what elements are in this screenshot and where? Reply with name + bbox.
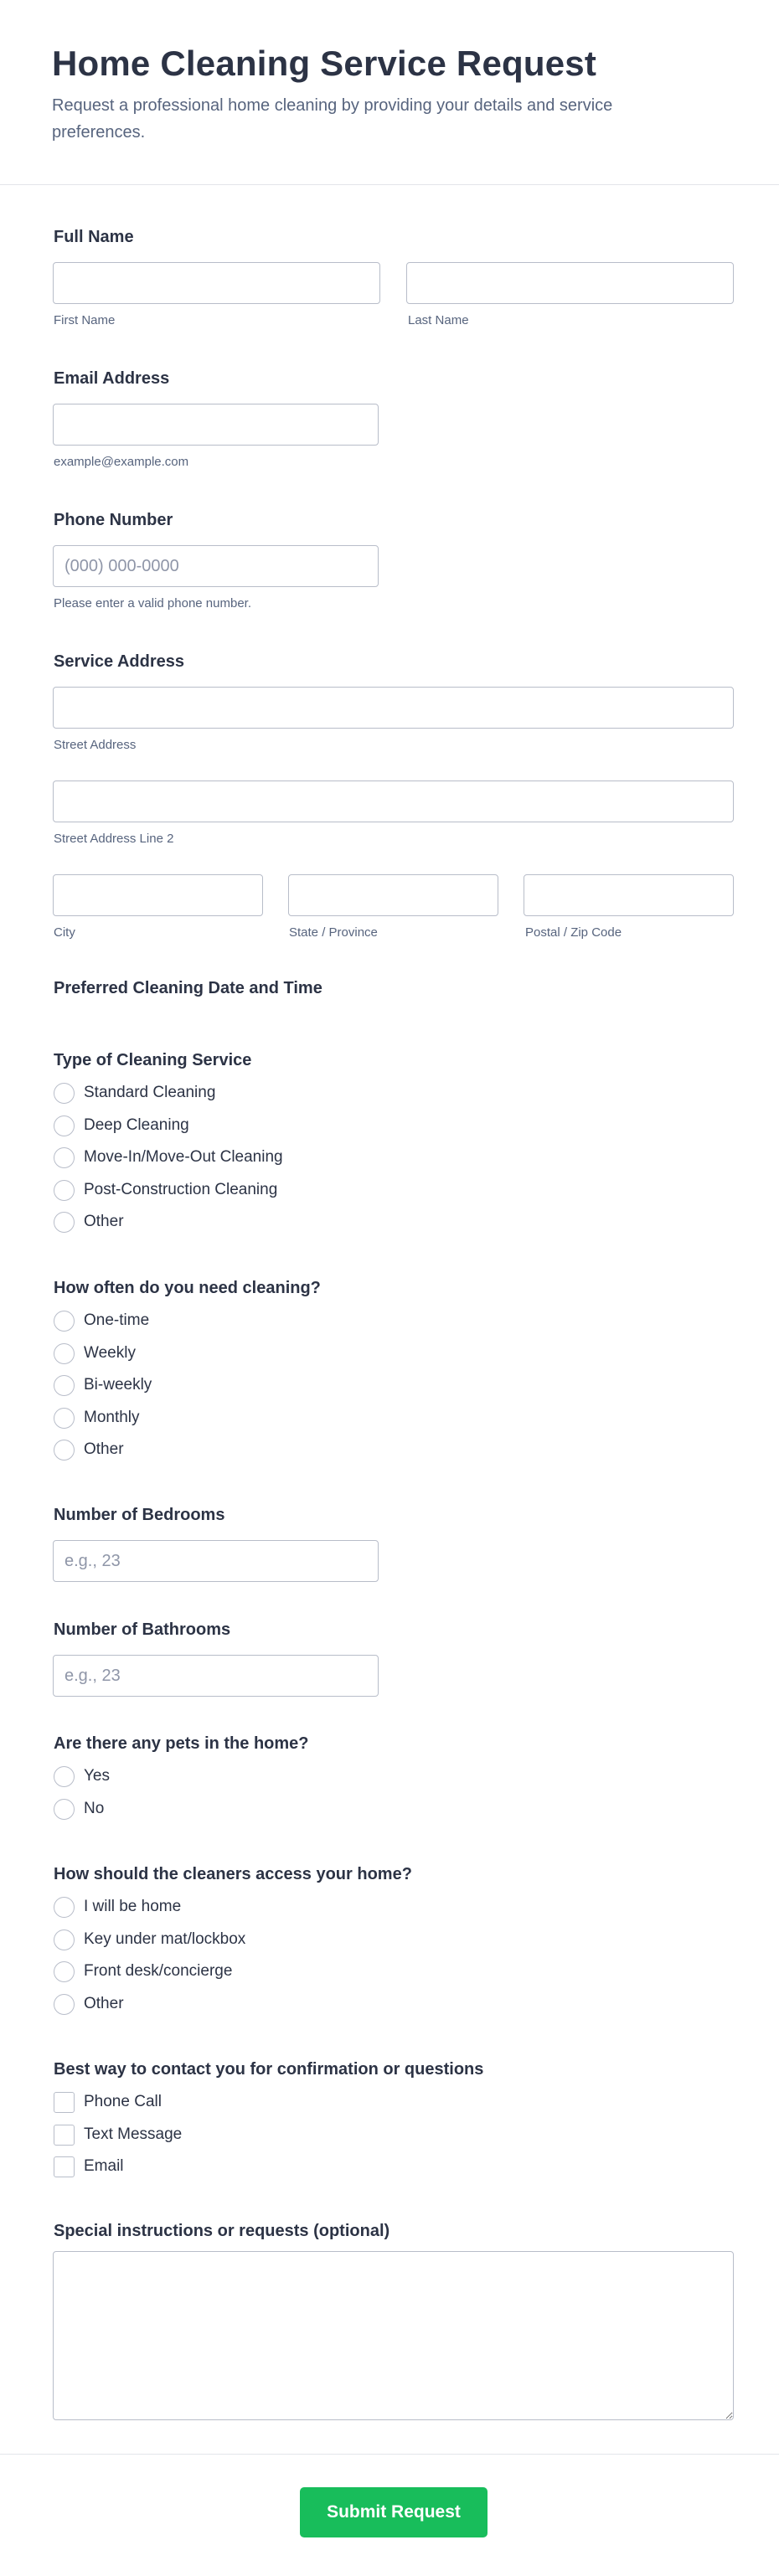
email-input[interactable] <box>53 404 379 446</box>
frequency-option[interactable]: Weekly <box>54 1341 136 1366</box>
checkbox[interactable] <box>54 2125 75 2146</box>
city-sublabel: City <box>54 925 75 940</box>
frequency-option[interactable]: One-time <box>54 1308 149 1333</box>
state-sublabel: State / Province <box>289 925 378 940</box>
radio-button[interactable] <box>54 1961 75 1982</box>
phone-field <box>54 510 734 619</box>
frequency-option[interactable]: Bi-weekly <box>54 1373 152 1398</box>
special-instructions-textarea[interactable] <box>53 2251 734 2420</box>
bedrooms-input[interactable] <box>53 1540 379 1582</box>
checkbox[interactable] <box>54 2156 75 2177</box>
contact-method-option[interactable]: Phone Call <box>54 2089 162 2115</box>
last-name-input[interactable] <box>406 262 734 304</box>
street-address-line2-sublabel: Street Address Line 2 <box>54 832 174 846</box>
first-name-sublabel: First Name <box>54 313 116 327</box>
street-address-line2-input[interactable] <box>53 781 734 822</box>
home-access-label: How should the cleaners access your home? <box>54 1865 412 1883</box>
form-title: Home Cleaning Service Request <box>52 44 597 83</box>
bedrooms-field <box>54 1505 734 1589</box>
service-address-label: Service Address <box>54 652 185 671</box>
last-name-sublabel: Last Name <box>408 313 469 327</box>
home-access-field <box>54 1864 734 2032</box>
home-access-option[interactable]: Front desk/concierge <box>54 1959 232 1984</box>
service-address-field <box>54 652 734 945</box>
radio-button[interactable] <box>54 1147 75 1168</box>
form-header <box>0 0 779 185</box>
service-type-option[interactable]: Move-In/Move-Out Cleaning <box>54 1145 283 1170</box>
form-description: Request a professional home cleaning by providing your details and service preferences. <box>52 96 613 142</box>
radio-button[interactable] <box>54 1212 75 1233</box>
radio-button[interactable] <box>54 1083 75 1104</box>
radio-button[interactable] <box>54 1115 75 1136</box>
radio-button[interactable] <box>54 1440 75 1461</box>
radio-button[interactable] <box>54 1994 75 2015</box>
email-label: Email Address <box>54 369 170 388</box>
pets-option[interactable]: Yes <box>54 1764 110 1789</box>
bathrooms-field <box>54 1620 734 1703</box>
home-access-option[interactable]: Key under mat/lockbox <box>54 1927 245 1952</box>
phone-sublabel: Please enter a valid phone number. <box>54 596 251 611</box>
full-name-field <box>54 227 734 336</box>
radio-button[interactable] <box>54 1799 75 1820</box>
home-access-option[interactable]: I will be home <box>54 1894 181 1919</box>
service-type-option[interactable]: Deep Cleaning <box>54 1113 189 1138</box>
form-footer <box>0 2454 779 2576</box>
street-address-sublabel: Street Address <box>54 738 137 752</box>
service-type-option[interactable]: Post-Construction Cleaning <box>54 1177 277 1203</box>
special-instructions-label: Special instructions or requests (optional) <box>54 2222 390 2240</box>
city-input[interactable] <box>53 874 263 916</box>
radio-button[interactable] <box>54 1929 75 1950</box>
bedrooms-label: Number of Bedrooms <box>54 1506 225 1524</box>
full-name-label: Full Name <box>54 228 134 246</box>
email-sublabel: example@example.com <box>54 455 189 469</box>
street-address-input[interactable] <box>53 687 734 729</box>
cleaning-datetime-label: Preferred Cleaning Date and Time <box>54 979 322 997</box>
zip-sublabel: Postal / Zip Code <box>525 925 622 940</box>
radio-button[interactable] <box>54 1766 75 1787</box>
service-type-option[interactable]: Standard Cleaning <box>54 1080 215 1105</box>
contact-method-option[interactable]: Email <box>54 2154 124 2179</box>
pets-label: Are there any pets in the home? <box>54 1734 309 1753</box>
email-field <box>54 368 734 477</box>
radio-button[interactable] <box>54 1375 75 1396</box>
frequency-label: How often do you need cleaning? <box>54 1279 321 1297</box>
phone-label: Phone Number <box>54 511 173 529</box>
cleaning-datetime-field <box>54 978 734 1003</box>
radio-button[interactable] <box>54 1311 75 1332</box>
contact-method-label: Best way to contact you for confirmation or questions <box>54 2060 484 2079</box>
bathrooms-label: Number of Bathrooms <box>54 1620 231 1639</box>
frequency-option[interactable]: Other <box>54 1437 124 1462</box>
frequency-option[interactable]: Monthly <box>54 1405 140 1430</box>
service-type-label: Type of Cleaning Service <box>54 1051 252 1069</box>
contact-method-option[interactable]: Text Message <box>54 2122 182 2147</box>
radio-button[interactable] <box>54 1897 75 1918</box>
service-type-field <box>54 1050 734 1251</box>
radio-button[interactable] <box>54 1343 75 1364</box>
pets-field <box>54 1734 734 1826</box>
pets-option[interactable]: No <box>54 1796 104 1821</box>
radio-button[interactable] <box>54 1180 75 1201</box>
special-instructions-field <box>54 2221 734 2430</box>
contact-method-field <box>54 2059 734 2193</box>
bathrooms-input[interactable] <box>53 1655 379 1697</box>
checkbox[interactable] <box>54 2092 75 2113</box>
radio-button[interactable] <box>54 1408 75 1429</box>
phone-input[interactable] <box>53 545 379 587</box>
frequency-field <box>54 1278 734 1479</box>
submit-button[interactable]: Submit Request <box>300 2487 488 2537</box>
home-access-option[interactable]: Other <box>54 1991 124 2017</box>
first-name-input[interactable] <box>53 262 380 304</box>
zip-input[interactable] <box>524 874 734 916</box>
state-input[interactable] <box>288 874 498 916</box>
service-type-option[interactable]: Other <box>54 1209 124 1234</box>
